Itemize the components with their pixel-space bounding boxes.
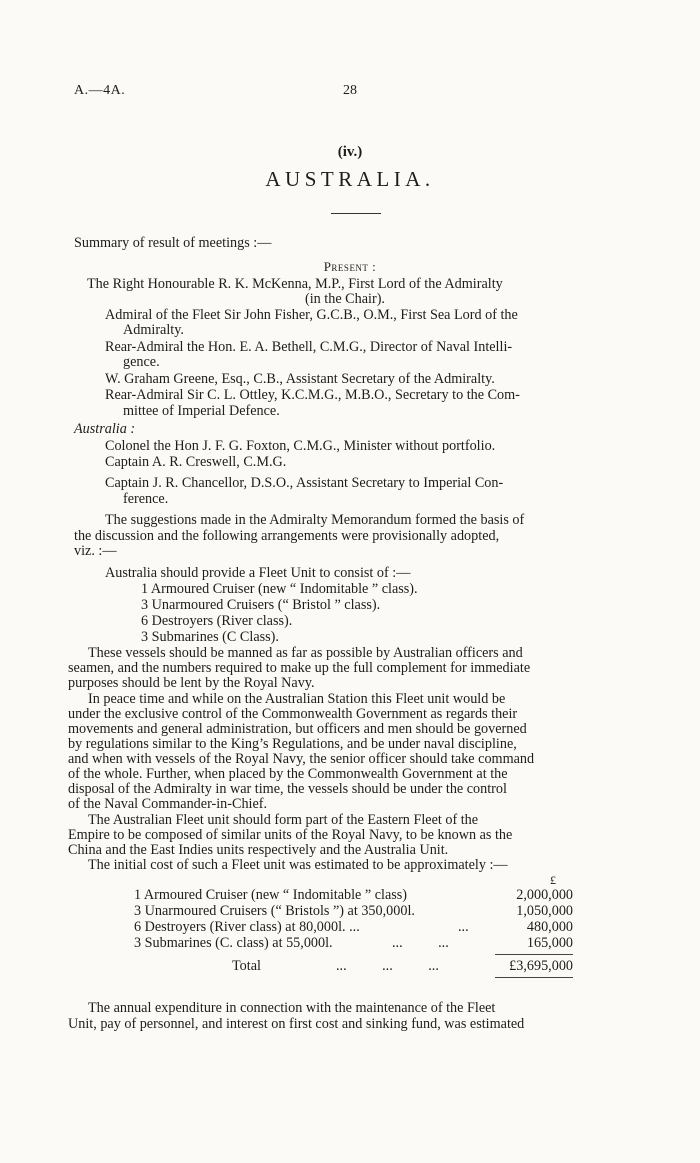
paragraph-line: disposal of the Admiralty in war time, the vessels should be under the control [68,781,507,797]
attendee-line: Admiralty. [123,322,184,338]
total-amount: £3,695,000 [509,958,573,974]
paragraph-line: by regulations similar to the King’s Regulations, and be under naval discipline, [68,736,517,752]
intro-line: Summary of result of meetings :— [74,235,272,251]
paragraph-initial-cost: The initial cost of such a Fleet unit was estimated to be approximately :— [88,857,508,873]
attendee-line: Admiral of the Fleet Sir John Fisher, G.C.B., O.M., First Sea Lord of the [105,307,518,323]
paragraph-line: purposes should be lent by the Royal Navy. [68,675,315,691]
cost-dots: ... [458,919,469,935]
paragraph-line: The suggestions made in the Admiralty Memorandum formed the basis of [105,512,525,528]
cost-amount: 480,000 [526,919,573,935]
paragraph-line: of the Naval Commander-in-Chief. [68,796,268,812]
fleet-item: 6 Destroyers (River class). [141,613,293,629]
page-number: 28 [343,83,357,98]
total-rule [495,954,573,955]
attendee-line: (in the Chair). [305,291,385,307]
paragraph-line: movements and general administration, but officers and men should be governed [68,721,527,737]
attendee-line: Captain J. R. Chancellor, D.S.O., Assistant Secretary to Imperial Con- [105,475,504,491]
paragraph-line: China and the East Indies units respectively and the Australia Unit. [68,842,449,858]
cost-item: 1 Armoured Cruiser (new “ Indomitable ” class) [134,887,408,903]
paragraph-line: Unit, pay of personnel, and interest on first cost and sinking fund, was estimated [68,1016,525,1032]
attendee-line: The Right Honourable R. K. McKenna, M.P., First Lord of the Admiralty [87,276,503,292]
cost-amount: 165,000 [526,935,573,951]
title-rule [331,213,381,214]
attendee-line: gence. [123,354,160,370]
attendee-line: mittee of Imperial Defence. [123,403,280,419]
fleet-item: 3 Unarmoured Cruisers (“ Bristol ” class). [141,597,381,613]
cost-item: 3 Submarines (C. class) at 55,000l. [134,935,333,951]
attendee-line: Rear-Admiral Sir C. L. Ottley, K.C.M.G., M.B.O., Secretary to the Com- [105,387,520,403]
cost-dots: ... ... [392,935,449,951]
australia-heading: Australia : [74,421,136,437]
cost-item: 6 Destroyers (River class) at 80,000l. ... [134,919,360,935]
cost-amount: 2,000,000 [516,887,573,903]
present-heading: Present : [323,259,377,274]
paragraph-line: viz. :— [74,543,117,559]
paragraph-line: seamen, and the numbers required to make up the full complement for immediate [68,660,531,676]
fleet-item: 1 Armoured Cruiser (new “ Indomitable ” class). [141,581,418,597]
paragraph-line: In peace time and while on the Australian Station this Fleet unit would be [88,691,506,707]
paragraph-line: These vessels should be manned as far as possible by Australian officers and [88,645,523,661]
paragraph-line: The Australian Fleet unit should form part of the Eastern Fleet of the [88,812,479,828]
attendee-line: W. Graham Greene, Esq., C.B., Assistant Secretary of the Admiralty. [105,371,495,387]
document-reference: A.—4A. [74,83,126,98]
section-number: (iv.) [337,144,363,160]
section-title: AUSTRALIA. [265,167,435,191]
total-label: Total [232,958,261,974]
paragraph-line: and when with vessels of the Royal Navy, the senior officer should take command [68,751,535,767]
paragraph-line: under the exclusive control of the Commonwealth Government as regards their [68,706,518,722]
attendee-line: Colonel the Hon J. F. G. Foxton, C.M.G., Minister without portfolio. [105,438,496,454]
cost-item: 3 Unarmoured Cruisers (“ Bristols ”) at 350,000l. [134,903,415,919]
cost-amount: 1,050,000 [516,903,573,919]
paragraph-line: of the whole. Further, when placed by the Commonwealth Government at the [68,766,508,782]
currency-header: £ [550,873,556,887]
fleet-item: 3 Submarines (C Class). [141,629,279,645]
fleet-intro: Australia should provide a Fleet Unit to consist of :— [105,565,411,581]
total-underline [495,977,573,978]
paragraph-line: Empire to be composed of similar units of the Royal Navy, to be known as the [68,827,513,843]
attendee-line: Captain A. R. Creswell, C.M.G. [105,454,287,470]
total-dots: ... ... ... [336,958,439,974]
paragraph-line: The annual expenditure in connection with the maintenance of the Fleet [88,1000,496,1016]
paragraph-line: the discussion and the following arrangements were provisionally adopted, [74,528,500,544]
attendee-line: ference. [123,491,169,507]
attendee-line: Rear-Admiral the Hon. E. A. Bethell, C.M.G., Director of Naval Intelli- [105,339,513,355]
